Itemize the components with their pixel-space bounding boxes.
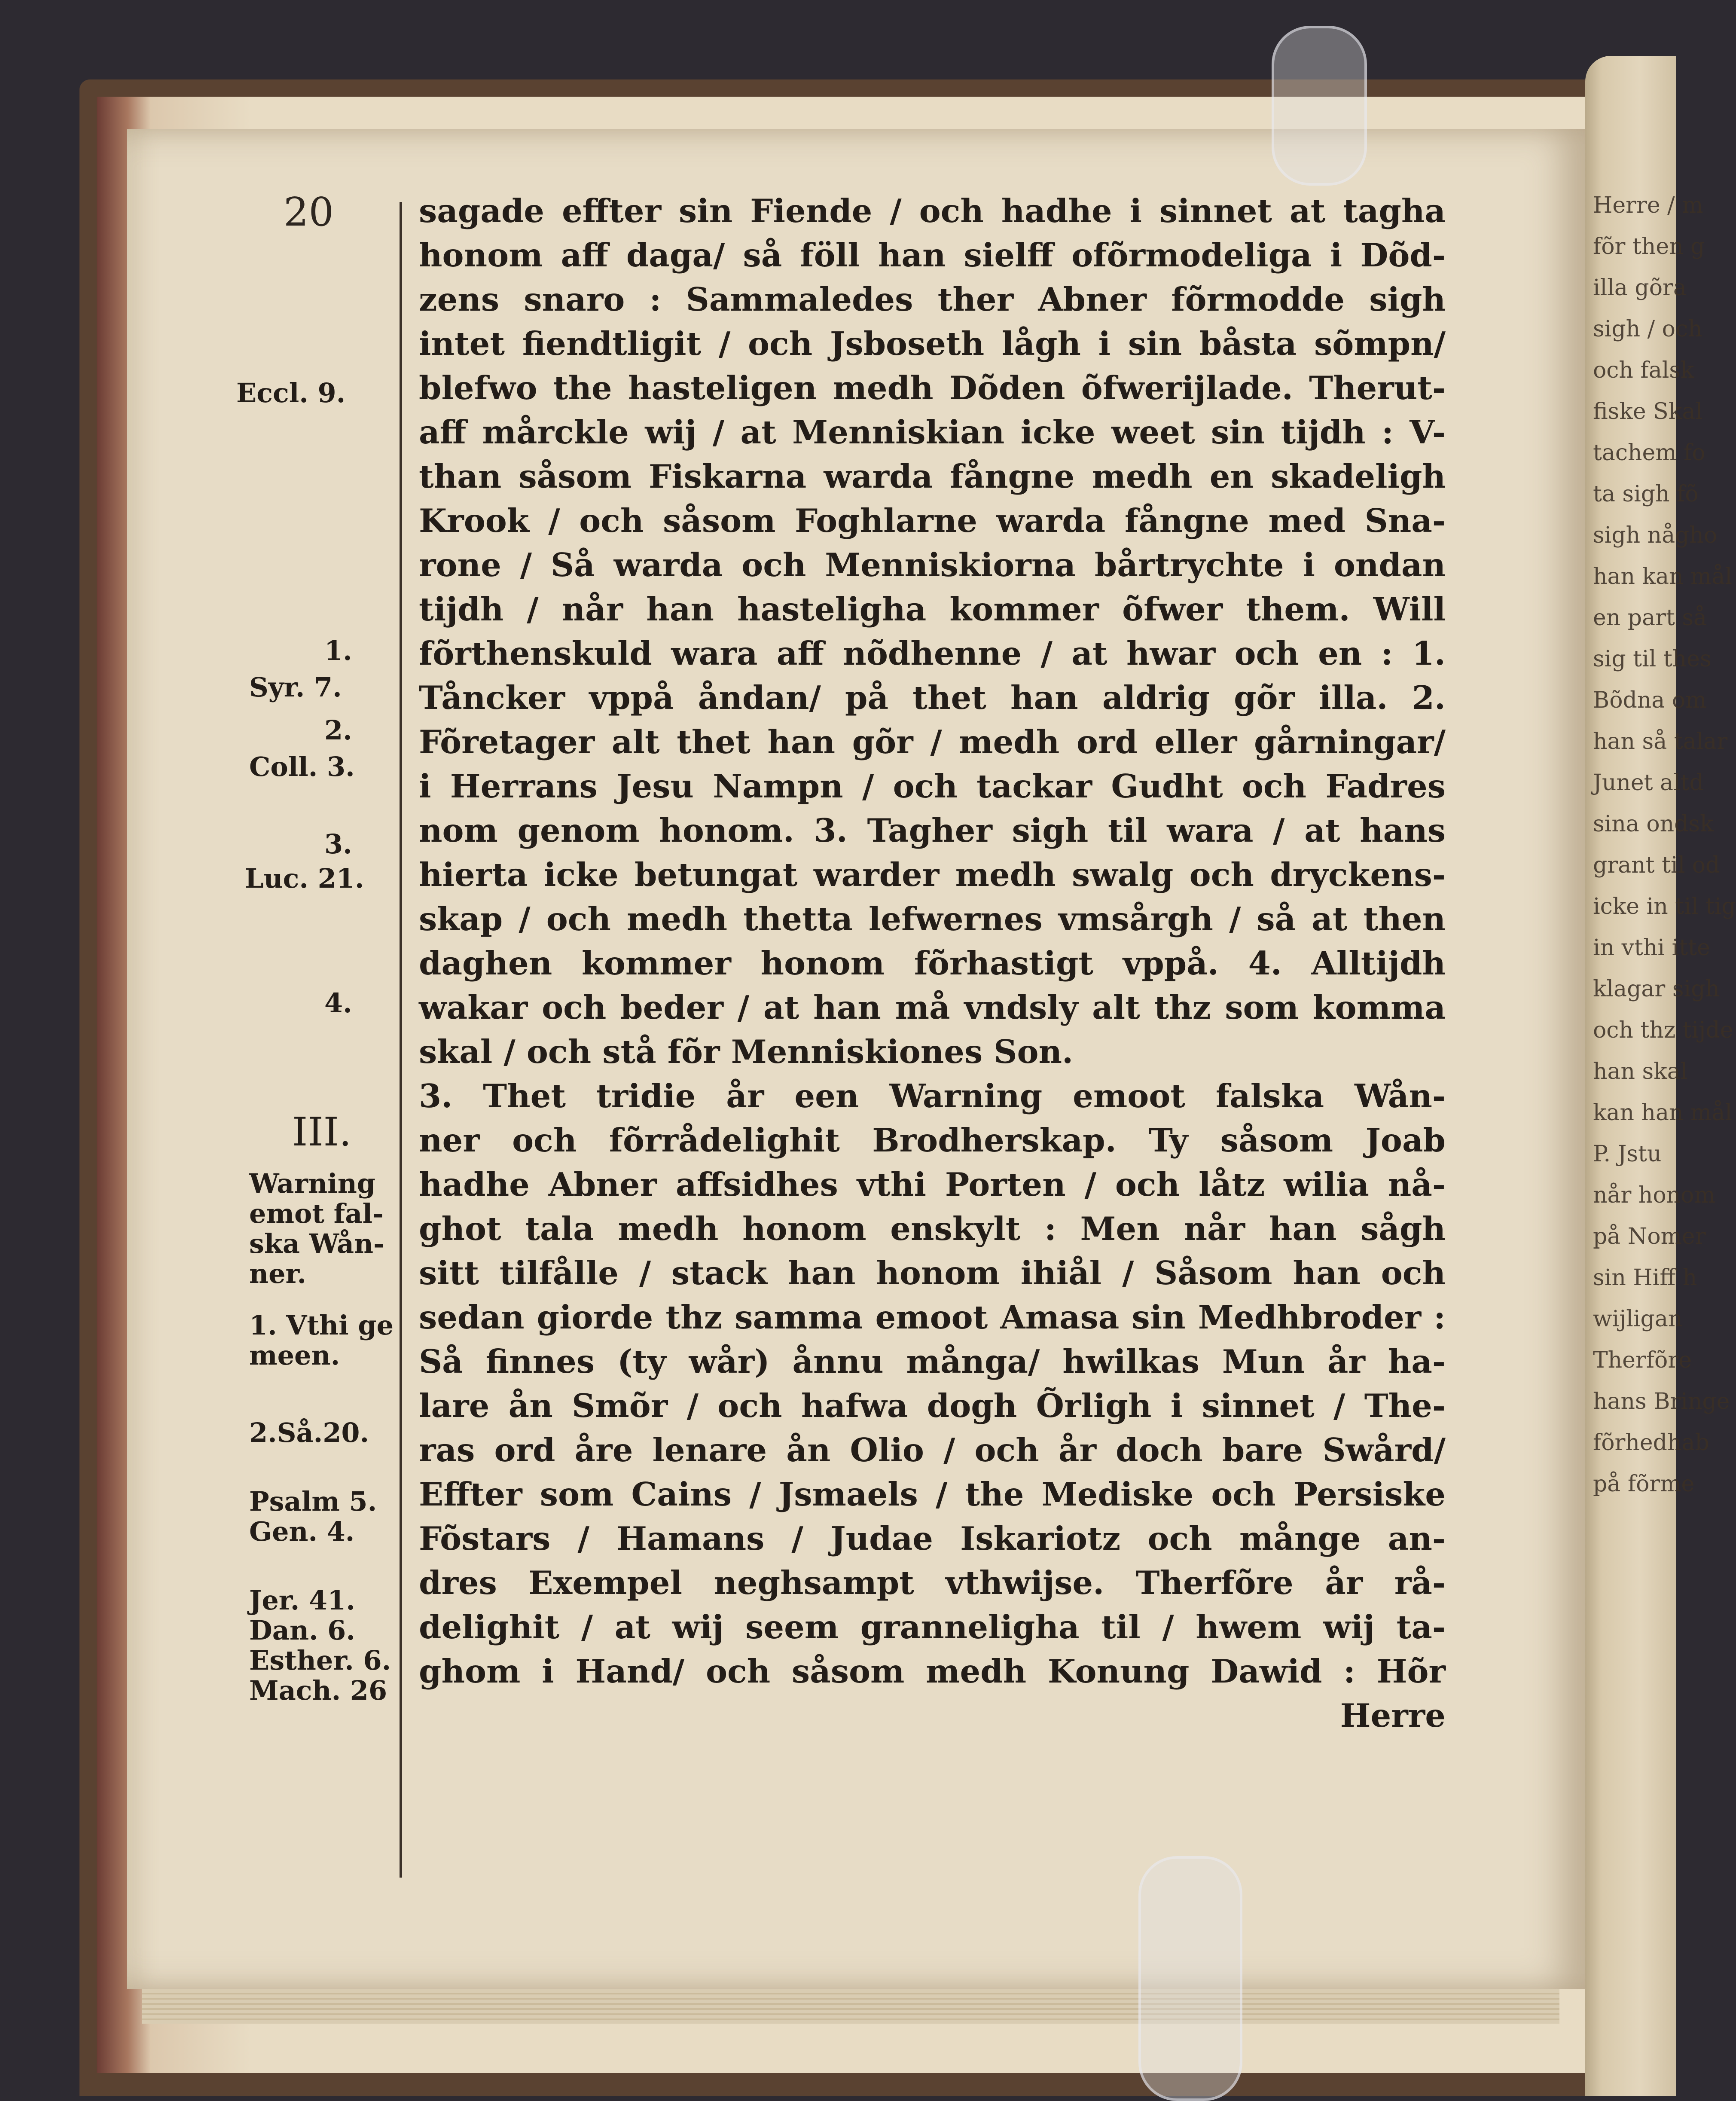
facing-text-line: klagar sigh <box>1593 976 1720 1002</box>
facing-text-line: kan han mål <box>1593 1100 1732 1126</box>
page-clip-bottom <box>1138 1856 1242 2101</box>
facing-text-line: illa gõra <box>1593 275 1687 301</box>
text-line: honom aff daga/ så föll han sielff ofõrmodeliga i Dõd- <box>419 236 1446 274</box>
facing-text-line: och thz tijde <box>1593 1017 1733 1043</box>
facing-text-line: når honom <box>1593 1182 1715 1208</box>
page-number: 20 <box>284 189 334 235</box>
margin-note-sam: 2.Så.20. <box>249 1417 369 1448</box>
facing-text-line: sina ondsk <box>1593 811 1714 837</box>
facing-text-line: fiske Skal <box>1593 399 1702 424</box>
text-line: 3. Thet tridie år een Warning emoot falska Wån- <box>419 1077 1446 1115</box>
text-line: lare ån Smõr / och hafwa dogh Õrligh i sinnet / The- <box>419 1387 1446 1425</box>
text-line: Tåncker vppå åndan/ på thet han aldrig gõr illa. 2. <box>419 679 1446 717</box>
margin-note-warning: Warning emot fal- ska Wån- ner. <box>249 1168 384 1289</box>
margin-rule <box>400 202 402 1878</box>
facing-text-line: och falsk <box>1593 357 1694 383</box>
facing-text-line: Herre / m <box>1593 192 1703 218</box>
text-line: ras ord åre lenare ån Olio / och år doch bare Swård/ <box>419 1431 1446 1469</box>
facing-text-line: wijligan <box>1593 1306 1683 1332</box>
facing-text-line: han så talar <box>1593 729 1728 754</box>
margin-note-num2: 2. <box>324 715 352 746</box>
page-clip-top <box>1272 26 1367 186</box>
facing-text-line: sigh / och <box>1593 316 1702 342</box>
text-line: Fõstars / Hamans / Judae Iskariotz och månge an- <box>419 1520 1446 1557</box>
text-line: skap / och medh thetta lefwernes vmsårgh / så at then <box>419 900 1446 938</box>
section-number: III. <box>292 1109 352 1155</box>
text-line: dres Exempel neghsampt vthwijse. Therfõre år rå- <box>419 1564 1446 1602</box>
facing-text-line: på fõrme <box>1593 1471 1695 1497</box>
text-line: Fõretager alt thet han gõr / medh ord eller gårningar/ <box>419 723 1446 761</box>
text-line: daghen kommer honom fõrhastigt vppå. 4. Alltijdh <box>419 944 1446 982</box>
text-line: blefwo the hasteligen medh Dõden õfwerijlade. Therut- <box>419 369 1446 407</box>
text-line: sitt tilfålle / stack han honom ihiål / Såsom han och <box>419 1254 1446 1292</box>
text-line: aff mårckle wij / at Menniskian icke weet sin tijdh : V- <box>419 413 1446 451</box>
text-line: Krook / och såsom Foghlarne warda fångne med Sna- <box>419 502 1446 540</box>
text-line: wakar och beder / at han må vndsly alt thz som komma <box>419 989 1446 1026</box>
facing-text-line: Bõdna om <box>1593 687 1707 713</box>
facing-page <box>1585 56 1736 2096</box>
text-line: delighit / at wij seem grannelighа til / hwem wij ta- <box>419 1608 1446 1646</box>
text-line: ghom i Hand/ och såsom medh Konung Dawid : Hõr <box>419 1652 1446 1690</box>
page-body <box>419 189 1446 1738</box>
text-line: sedan giorde thz samma emoot Amasa sin Medhbroder : <box>419 1298 1446 1336</box>
margin-note-num1: 1. <box>324 635 352 666</box>
text-line: hierta icke betungat warder medh swalg och dryckens- <box>419 856 1446 894</box>
facing-text-line: P. Jstu <box>1593 1141 1662 1167</box>
text-line: rone / Så warda och Menniskiorna bårtrychte i ondan <box>419 546 1446 584</box>
text-line: skal / och stå fõr Menniskiones Son. <box>419 1033 1074 1071</box>
facing-text-line: fõr then g <box>1593 234 1705 260</box>
margin-note-luc: Luc. 21. <box>245 863 364 894</box>
text-line: Effter som Cains / Jsmaels / the Mediske och Persiske <box>419 1475 1446 1513</box>
text-line: i Herrans Jesu Nampn / och tackar Gudht och Fadres <box>419 767 1446 805</box>
facing-text-line: på Nomer <box>1593 1224 1706 1249</box>
text-line: nom genom honom. 3. Tagher sigh til wara / at hans <box>419 812 1446 849</box>
text-line: ner och fõrrådelighit Brodherskap. Ty såsom Joab <box>419 1121 1446 1159</box>
text-line: Så finnes (ty wår) ånnu många/ hwilkas Mun år ha- <box>419 1343 1446 1380</box>
facing-text-line: in vthi itte <box>1593 935 1710 961</box>
margin-note-refs: Jer. 41. Dan. 6. Esther. 6. Mach. 26 <box>249 1585 391 1706</box>
text-line: tijdh / når han hasteligha kommer õfwer them. Will <box>419 590 1446 628</box>
margin-note-num4: 4. <box>324 987 352 1019</box>
facing-text-line: han skal <box>1593 1059 1688 1084</box>
facing-text-line: Junet altd <box>1593 770 1704 796</box>
facing-text-line: grant til od <box>1593 852 1720 878</box>
facing-text-line: icke in til tig <box>1593 894 1736 919</box>
text-line: than såsom Fiskarna warda fångne medh en skadeligh <box>419 458 1446 495</box>
facing-text-line: sig til thes <box>1593 646 1712 672</box>
text-line: fõrthenskuld wara aff nõdhenne / at hwar och en : 1. <box>419 635 1446 672</box>
facing-text-line: hans Bringe <box>1593 1389 1730 1414</box>
facing-text-line: sin Hiff h <box>1593 1265 1697 1291</box>
margin-note-coll: Coll. 3. <box>249 751 355 782</box>
facing-text-line: Therfõre <box>1593 1347 1692 1373</box>
text-line: intet fiendtligit / och Jsboseth lågh i sin båsta sõmpn/ <box>419 325 1446 363</box>
text-line: ghot tala medh honom enskylt : Men når han sågh <box>419 1210 1446 1248</box>
text-line: hadhe Abner affsidhes vthi Porten / och låtz wilia nå- <box>419 1166 1446 1203</box>
margin-note-syr: Syr. 7. <box>249 672 342 703</box>
text-line: Herre <box>1340 1697 1446 1735</box>
margin-note-eccl: Eccl. 9. <box>236 377 346 409</box>
margin-note-num3: 3. <box>324 828 352 860</box>
facing-text-line: tachem fo <box>1593 440 1705 466</box>
text-line: zens snaro : Sammaledes ther Abner fõrmodde sigh <box>419 281 1446 318</box>
facing-text-line: ta sigh fõ <box>1593 481 1699 507</box>
facing-text-line: han kan mål <box>1593 564 1732 589</box>
margin-note-psalm: Psalm 5. Gen. 4. <box>249 1486 377 1547</box>
facing-text-line: sigh någho <box>1593 522 1718 548</box>
facing-text-line: en part så <box>1593 605 1707 631</box>
facing-text-line: fõrhedhab <box>1593 1430 1709 1456</box>
margin-note-vthige: 1. Vthi ge meen. <box>249 1310 394 1371</box>
text-line: sagade effter sin Fiende / och hadhe i sinnet at tagha <box>419 192 1446 230</box>
